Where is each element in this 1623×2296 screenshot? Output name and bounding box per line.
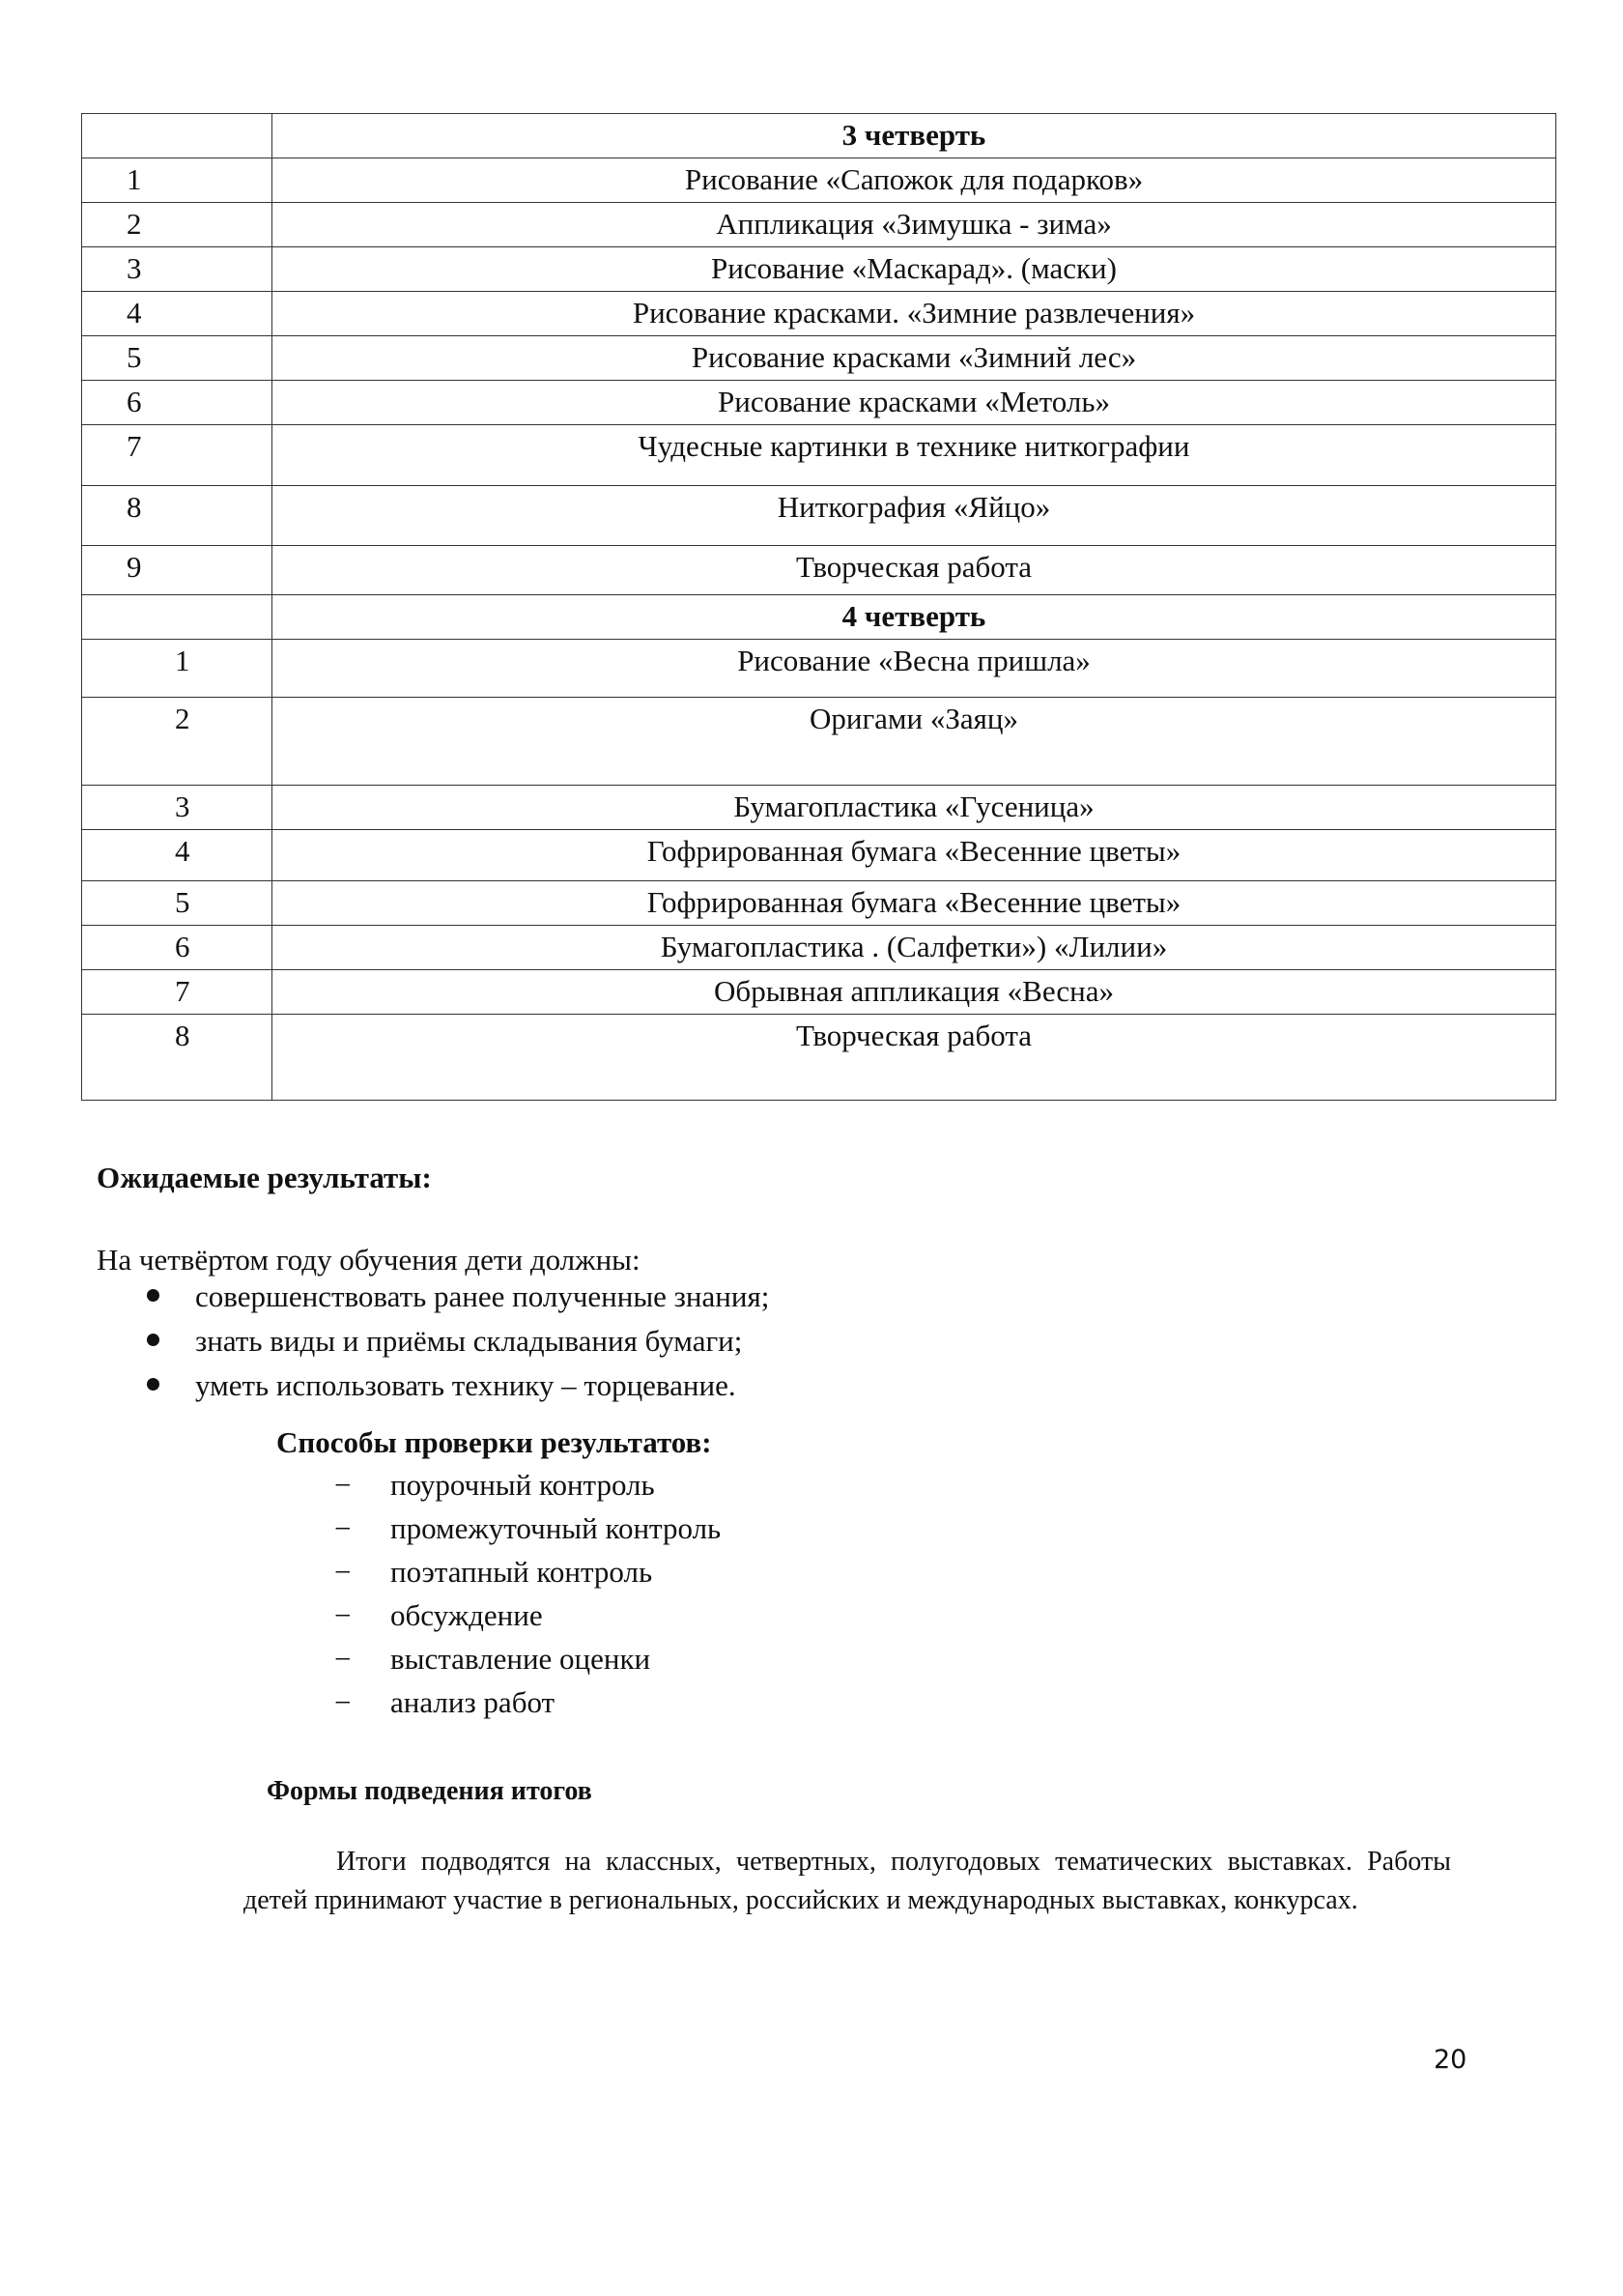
lesson-number: 6 (82, 381, 272, 425)
dash-icon: − (334, 1468, 352, 1502)
lesson-number: 5 (82, 336, 272, 381)
lesson-topic: Рисование «Маскарад». (маски) (272, 247, 1556, 292)
lesson-number: 6 (82, 926, 272, 970)
dash-icon: − (334, 1511, 352, 1545)
list-item (147, 1365, 769, 1410)
table-row (82, 640, 1556, 698)
list-item-text: поэтапный контроль (390, 1555, 653, 1589)
list-item-text: поурочный контроль (390, 1468, 655, 1502)
table-row (82, 786, 1556, 830)
lesson-number: 1 (82, 158, 272, 203)
page-number: 20 (1434, 2045, 1467, 2075)
lesson-number: 5 (82, 881, 272, 926)
bullet-icon (147, 1334, 159, 1346)
lesson-topic: Гофрированная бумага «Весенние цветы» (272, 830, 1556, 881)
table-row (82, 1015, 1556, 1101)
list-item-text: совершенствовать ранее полученные знания; (195, 1279, 770, 1313)
dash-icon: − (334, 1598, 352, 1632)
lesson-number: 7 (82, 970, 272, 1015)
table-row (82, 926, 1556, 970)
lesson-topic: Творческая работа (272, 546, 1556, 595)
lesson-topic: Чудесные картинки в технике ниткографии (272, 425, 1556, 486)
bullet-icon (147, 1289, 159, 1302)
dash-icon: − (334, 1642, 352, 1676)
list-item-text: промежуточный контроль (390, 1511, 722, 1545)
quarter-3-header-row (82, 114, 1556, 158)
lesson-number: 3 (82, 247, 272, 292)
lesson-topic: Рисование красками «Зимний лес» (272, 336, 1556, 381)
lesson-number: 8 (82, 1015, 272, 1101)
table-row (82, 381, 1556, 425)
table-cell-empty (82, 595, 272, 640)
results-list (147, 1277, 769, 1410)
lesson-number: 2 (82, 698, 272, 786)
table-row (82, 546, 1556, 595)
list-item-text: обсуждение (390, 1598, 543, 1632)
dash-icon: − (334, 1685, 352, 1719)
results-heading: Ожидаемые результаты: (97, 1161, 432, 1194)
quarter-4-header-row (82, 595, 1556, 640)
table-row (82, 247, 1556, 292)
list-item-text: уметь использовать технику – торцевание. (195, 1368, 736, 1402)
lesson-topic: Рисование «Весна пришла» (272, 640, 1556, 698)
table-row (82, 486, 1556, 546)
table-cell-empty (82, 114, 272, 158)
lesson-topic: Рисование красками «Метоль» (272, 381, 1556, 425)
table-row (82, 203, 1556, 247)
lesson-number: 4 (82, 292, 272, 336)
lesson-topic: Рисование красками. «Зимние развлечения» (272, 292, 1556, 336)
list-item-text: выставление оценки (390, 1642, 651, 1676)
lesson-topic: Бумагопластика . (Салфетки») «Лилии» (272, 926, 1556, 970)
summary-paragraph: Итоги подводятся на классных, четвертных, полугодовых тематических выставках. Работы детей принимают участие в региональных, российских и международных выставках, конкурсах. (243, 1847, 1451, 1915)
list-item (334, 1595, 721, 1639)
list-item (147, 1321, 769, 1365)
lesson-topic: Творческая работа (272, 1015, 1556, 1101)
lesson-number: 2 (82, 203, 272, 247)
table-row (82, 336, 1556, 381)
lesson-topic: Оригами «Заяц» (272, 698, 1556, 786)
list-item-text: анализ работ (390, 1685, 555, 1719)
table-row (82, 970, 1556, 1015)
check-list (334, 1465, 721, 1726)
quarter-4-title: 4 четверть (272, 595, 1556, 640)
lesson-topic: Ниткография «Яйцо» (272, 486, 1556, 546)
list-item-text: знать виды и приёмы складывания бумаги; (195, 1324, 743, 1358)
list-item (334, 1682, 721, 1726)
list-item (147, 1277, 769, 1321)
quarter-3-title: 3 четверть (272, 114, 1556, 158)
lesson-number: 7 (82, 425, 272, 486)
table-row (82, 881, 1556, 926)
lesson-topic: Бумагопластика «Гусеница» (272, 786, 1556, 830)
table-row (82, 425, 1556, 486)
list-item (334, 1552, 721, 1595)
list-item (334, 1508, 721, 1552)
results-intro: На четвёртом году обучения дети должны: (97, 1243, 641, 1277)
lesson-number: 1 (82, 640, 272, 698)
lesson-number: 9 (82, 546, 272, 595)
table-row (82, 292, 1556, 336)
lesson-topic: Рисование «Сапожок для подарков» (272, 158, 1556, 203)
list-item (334, 1639, 721, 1682)
lesson-number: 3 (82, 786, 272, 830)
table-row (82, 698, 1556, 786)
table-row (82, 158, 1556, 203)
lesson-topic: Обрывная аппликация «Весна» (272, 970, 1556, 1015)
summary-heading: Формы подведения итогов (267, 1776, 592, 1806)
lesson-plan-table (81, 113, 1556, 1101)
lesson-topic: Гофрированная бумага «Весенние цветы» (272, 881, 1556, 926)
dash-icon: − (334, 1555, 352, 1589)
lesson-topic: Аппликация «Зимушка - зима» (272, 203, 1556, 247)
bullet-icon (147, 1378, 159, 1391)
lesson-number: 8 (82, 486, 272, 546)
lesson-number: 4 (82, 830, 272, 881)
check-heading: Способы проверки результатов: (276, 1425, 712, 1459)
table-row (82, 830, 1556, 881)
list-item (334, 1465, 721, 1508)
